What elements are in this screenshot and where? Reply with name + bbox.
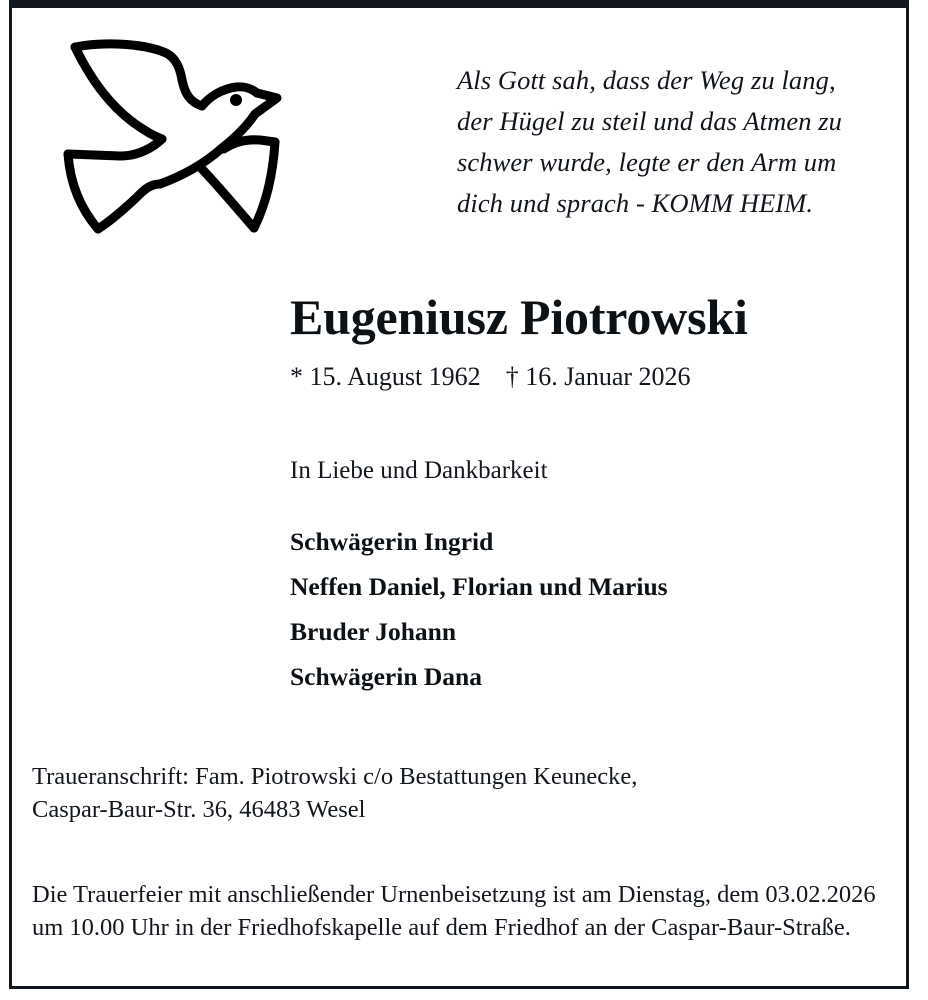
flying-dove-illustration [54, 36, 294, 251]
deceased-details-block [290, 291, 890, 699]
notice-header-row [12, 8, 906, 258]
survivor-line-4: Schwägerin Dana [290, 662, 482, 692]
verse-line-3: schwer wurde, legte er den Arm um [457, 147, 837, 177]
address-line-2: Caspar-Baur-Str. 36, 46483 Wesel [32, 796, 366, 823]
birth-symbol: * [290, 362, 303, 391]
survivors-list [290, 519, 890, 699]
survivor-line-3: Bruder Johann [290, 617, 457, 647]
gratitude-line: In Liebe und Dankbarkeit [290, 457, 548, 485]
flying-dove-icon [54, 36, 294, 251]
life-dates [290, 361, 890, 392]
verse-line-2: der Hügel zu steil und das Atmen zu [457, 106, 843, 136]
survivor-line-2: Neffen Daniel, Florian und Marius [290, 572, 668, 602]
verse-line-1: Als Gott sah, dass der Weg zu lang, [457, 65, 836, 95]
birth-date: 15. August 1962 [309, 362, 481, 391]
death-symbol: † [505, 362, 519, 391]
survivor-line-1: Schwägerin Ingrid [290, 527, 494, 557]
deceased-name: Eugeniusz Piotrowski [290, 289, 748, 345]
funeral-service-details: Die Trauerfeier mit anschließender Urnenbeisetzung ist am Dienstag, dem 03.02.2026 um 10.00 Uhr in der Friedhofskapelle auf dem Friedhof an der Caspar-Baur-Straße. [32, 881, 876, 941]
dove-eye-icon [230, 94, 242, 106]
death-date: 16. Januar 2026 [525, 362, 691, 391]
death-notice-card [9, 0, 909, 989]
verse-line-4: dich und sprach - KOMM HEIM. [457, 188, 814, 218]
address-line-1: Traueranschrift: Fam. Piotrowski c/o Bestattungen Keunecke, [32, 763, 638, 790]
mourning-address [32, 760, 892, 826]
memorial-verse [457, 60, 897, 224]
